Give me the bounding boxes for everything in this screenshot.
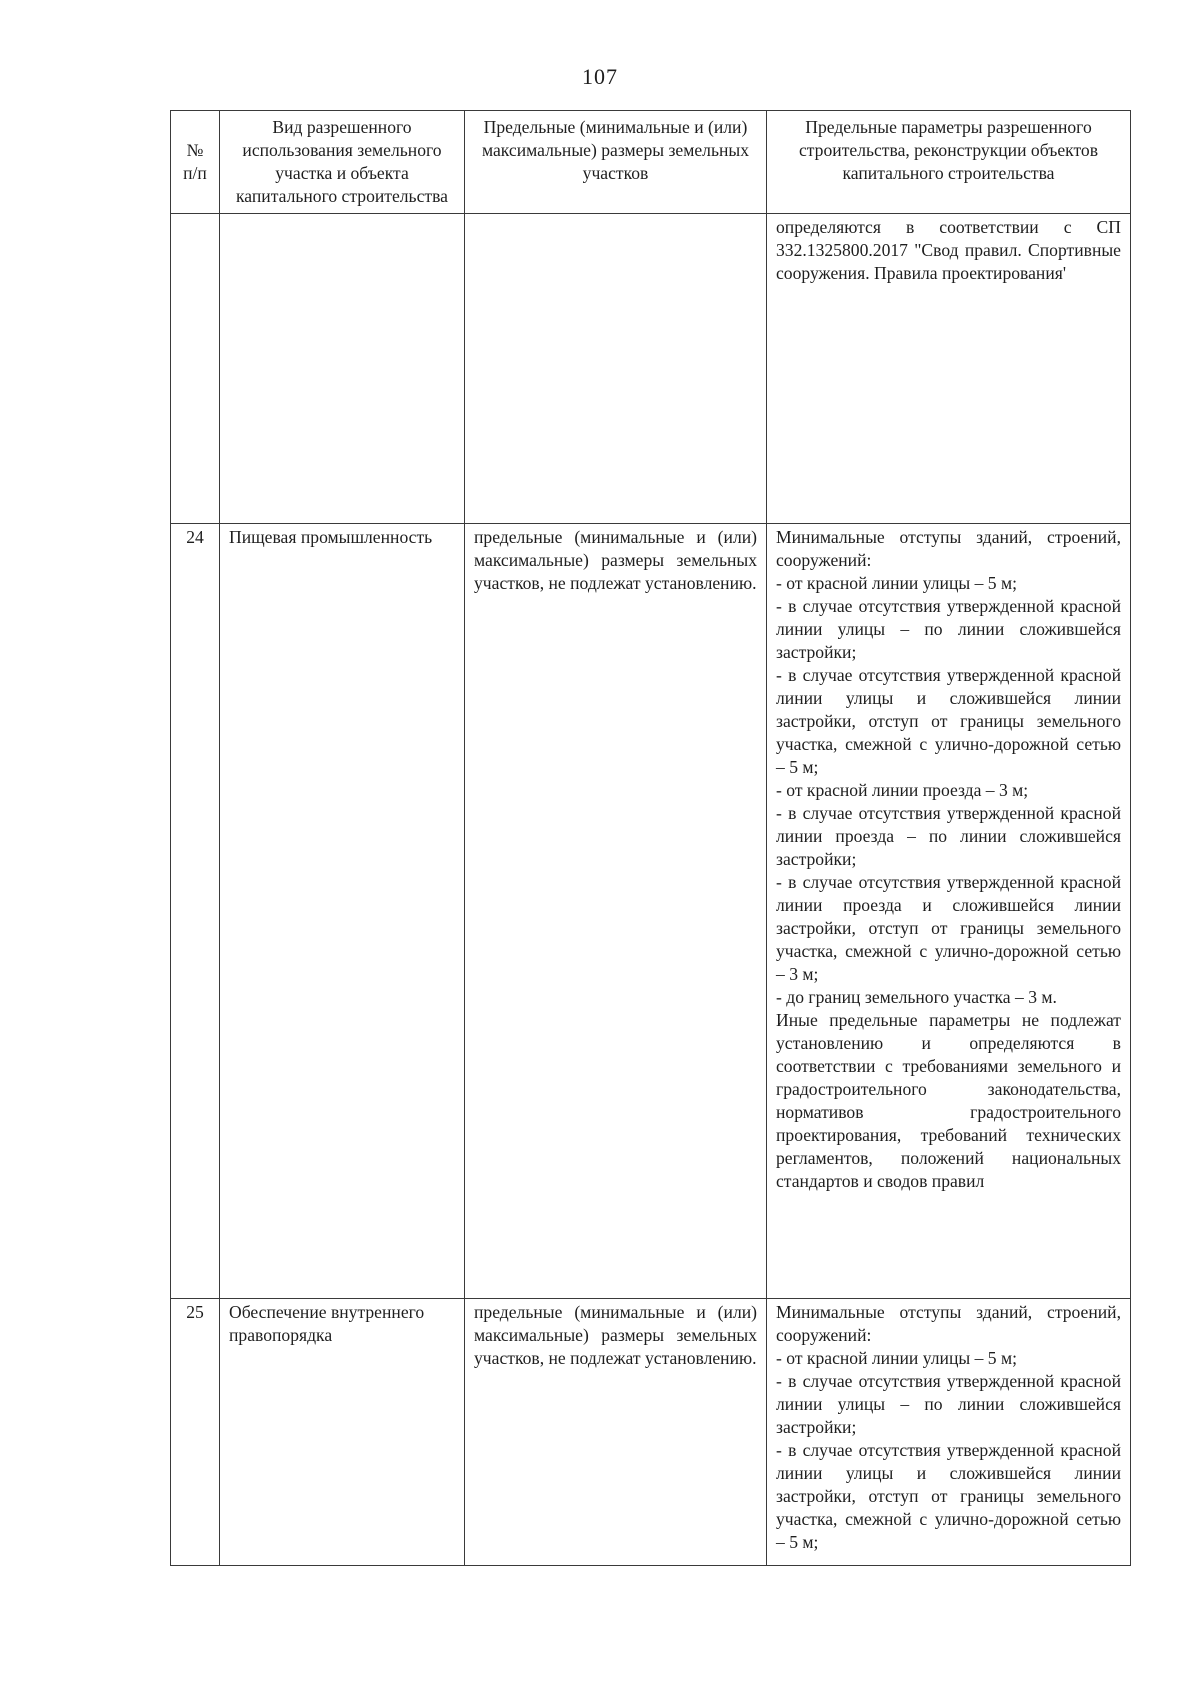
param-line: - в случае отсутствия утвержденной красной линии улицы и сложившейся линии застройки, отступ от границы земельного участка, смежной с улично-дорожной сетью – 5 м; [776,1440,1121,1552]
param-line: - в случае отсутствия утвержденной красной линии проезда и сложившейся линии застройки, отступ от границы земельного участка, смежной с улично-дорожной сетью – 3 м; [776,872,1121,984]
header-number: № п/п [171,111,220,214]
cell-params: определяются в соответствии с СП 332.1325800.2017 "Свод правил. Спортивные сооружения. Правила проектирования' [767,214,1131,524]
page-number: 107 [582,64,618,89]
header-construction-params: Предельные параметры разрешенного строительства, реконструкции объектов капитального строительства [767,111,1131,214]
cell-sizes [465,214,767,524]
param-line: Иные предельные параметры не подлежат установлению и определяются в соответствии с требованиями земельного и градостроительного законодательства, нормативов градостроительного проектирования, требований технических регламентов, положений национальных стандартов и сводов правил [776,1010,1121,1191]
header-permitted-use: Вид разрешенного использования земельного участка и объекта капитального строительства [220,111,465,214]
table-row-continuation [171,214,1131,524]
param-line: - от красной линии проезда – 3 м; [776,780,1029,800]
header-plot-sizes: Предельные (минимальные и (или) максимальные) размеры земельных участков [465,111,767,214]
param-line: - от красной линии улицы – 5 м; [776,1348,1018,1368]
param-line: Минимальные отступы зданий, строений, сооружений: [776,527,1121,570]
cell-sizes: предельные (минимальные и (или) максимальные) размеры земельных участков, не подлежат установлению. [465,524,767,1299]
cell-use: Пищевая промышленность [220,524,465,1299]
cell-number [171,214,220,524]
table-row [171,524,1131,1299]
param-line: - в случае отсутствия утвержденной красной линии улицы – по линии сложившейся застройки; [776,596,1121,662]
cell-sizes: предельные (минимальные и (или) максимальные) размеры земельных участков, не подлежат установлению. [465,1299,767,1566]
param-line: - от красной линии улицы – 5 м; [776,573,1018,593]
cell-use [220,214,465,524]
regulations-table [170,110,1131,1566]
param-line: - в случае отсутствия утвержденной красной линии проезда – по линии сложившейся застройки; [776,803,1121,869]
param-line: - до границ земельного участка – 3 м. [776,987,1057,1007]
cell-params [767,524,1131,1299]
cell-number: 24 [171,524,220,1299]
table-row [171,1299,1131,1566]
table-header-row [171,111,1131,214]
param-line: - в случае отсутствия утвержденной красной линии улицы и сложившейся линии застройки, отступ от границы земельного участка, смежной с улично-дорожной сетью – 5 м; [776,665,1121,777]
cell-number: 25 [171,1299,220,1566]
param-line: - в случае отсутствия утвержденной красной линии улицы – по линии сложившейся застройки; [776,1371,1121,1437]
param-line: Минимальные отступы зданий, строений, сооружений: [776,1302,1121,1345]
cell-use: Обеспечение внутреннего правопорядка [220,1299,465,1566]
cell-params [767,1299,1131,1566]
